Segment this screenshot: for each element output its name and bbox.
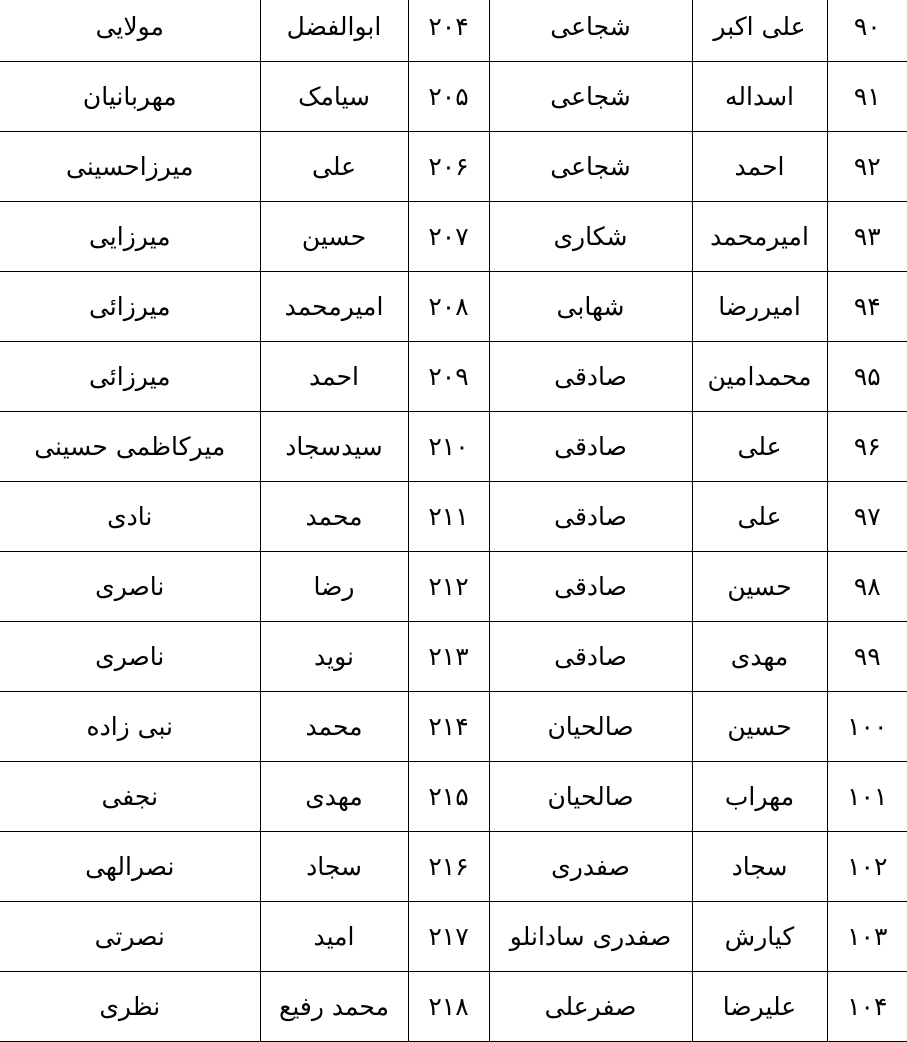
first-name-cell: رضا (260, 552, 408, 622)
table-row (0, 482, 907, 552)
first-name-cell: سیدسجاد (260, 412, 408, 482)
last-name-cell: صادقی (489, 482, 692, 552)
first-name-cell: امیرمحمد (692, 202, 827, 272)
last-name-cell: نبی زاده (0, 692, 260, 762)
last-name-cell: میرکاظمی حسینی (0, 412, 260, 482)
last-name-cell: شکاری (489, 202, 692, 272)
row-number-cell: ۲۰۸ (408, 272, 489, 342)
row-number-cell: ۹۷ (827, 482, 907, 552)
first-name-cell: مهدی (260, 762, 408, 832)
first-name-cell: احمد (260, 342, 408, 412)
row-number-cell: ۲۱۷ (408, 902, 489, 972)
first-name-cell: احمد (692, 132, 827, 202)
last-name-cell: میرزایی (0, 202, 260, 272)
first-name-cell: محمد (260, 692, 408, 762)
table-row (0, 762, 907, 832)
table-row (0, 342, 907, 412)
last-name-cell: نجفی (0, 762, 260, 832)
row-number-cell: ۲۰۹ (408, 342, 489, 412)
first-name-cell: علیرضا (692, 972, 827, 1042)
last-name-cell: ناصری (0, 622, 260, 692)
first-name-cell: امیررضا (692, 272, 827, 342)
row-number-cell: ۹۲ (827, 132, 907, 202)
row-number-cell: ۹۱ (827, 62, 907, 132)
row-number-cell: ۹۴ (827, 272, 907, 342)
last-name-cell: صادقی (489, 622, 692, 692)
last-name-cell: نصرتی (0, 902, 260, 972)
row-number-cell: ۱۰۴ (827, 972, 907, 1042)
row-number-cell: ۱۰۲ (827, 832, 907, 902)
last-name-cell: شجاعی (489, 62, 692, 132)
row-number-cell: ۱۰۳ (827, 902, 907, 972)
first-name-cell: سجاد (692, 832, 827, 902)
first-name-cell: حسین (260, 202, 408, 272)
last-name-cell: صفرعلی (489, 972, 692, 1042)
last-name-cell: صالحیان (489, 762, 692, 832)
row-number-cell: ۲۱۰ (408, 412, 489, 482)
row-number-cell: ۲۱۴ (408, 692, 489, 762)
last-name-cell: صادقی (489, 412, 692, 482)
first-name-cell: علی (692, 412, 827, 482)
last-name-cell: صالحیان (489, 692, 692, 762)
first-name-cell: مهدی (692, 622, 827, 692)
first-name-cell: محمد رفیع (260, 972, 408, 1042)
row-number-cell: ۹۶ (827, 412, 907, 482)
first-name-cell: ابوالفضل (260, 0, 408, 62)
table-row (0, 832, 907, 902)
row-number-cell: ۹۳ (827, 202, 907, 272)
row-number-cell: ۱۰۱ (827, 762, 907, 832)
table-row (0, 272, 907, 342)
first-name-cell: امید (260, 902, 408, 972)
first-name-cell: علی اکبر (692, 0, 827, 62)
last-name-cell: صفدری (489, 832, 692, 902)
table-row (0, 622, 907, 692)
first-name-cell: علی (260, 132, 408, 202)
table-row (0, 552, 907, 622)
first-name-cell: اسداله (692, 62, 827, 132)
first-name-cell: سجاد (260, 832, 408, 902)
table-row (0, 902, 907, 972)
last-name-cell: میرزاحسینی (0, 132, 260, 202)
row-number-cell: ۱۰۰ (827, 692, 907, 762)
last-name-cell: صفدری سادانلو (489, 902, 692, 972)
row-number-cell: ۲۰۴ (408, 0, 489, 62)
row-number-cell: ۹۹ (827, 622, 907, 692)
table-row (0, 132, 907, 202)
first-name-cell: محمد (260, 482, 408, 552)
table-row (0, 202, 907, 272)
row-number-cell: ۹۰ (827, 0, 907, 62)
first-name-cell: نوید (260, 622, 408, 692)
first-name-cell: محمدامین (692, 342, 827, 412)
table-row (0, 0, 907, 62)
row-number-cell: ۲۰۷ (408, 202, 489, 272)
table-row (0, 62, 907, 132)
last-name-cell: شهابی (489, 272, 692, 342)
first-name-cell: سیامک (260, 62, 408, 132)
first-name-cell: مهراب (692, 762, 827, 832)
last-name-cell: نظری (0, 972, 260, 1042)
last-name-cell: میرزائی (0, 272, 260, 342)
row-number-cell: ۲۱۲ (408, 552, 489, 622)
row-number-cell: ۲۱۸ (408, 972, 489, 1042)
last-name-cell: شجاعی (489, 0, 692, 62)
table-row (0, 972, 907, 1042)
last-name-cell: مهربانیان (0, 62, 260, 132)
row-number-cell: ۹۸ (827, 552, 907, 622)
table-row (0, 692, 907, 762)
first-name-cell: امیرمحمد (260, 272, 408, 342)
row-number-cell: ۲۱۵ (408, 762, 489, 832)
last-name-cell: نادی (0, 482, 260, 552)
first-name-cell: حسین (692, 552, 827, 622)
row-number-cell: ۲۱۶ (408, 832, 489, 902)
row-number-cell: ۲۰۵ (408, 62, 489, 132)
last-name-cell: صادقی (489, 342, 692, 412)
first-name-cell: حسین (692, 692, 827, 762)
table-row (0, 412, 907, 482)
first-name-cell: کیارش (692, 902, 827, 972)
last-name-cell: شجاعی (489, 132, 692, 202)
last-name-cell: صادقی (489, 552, 692, 622)
last-name-cell: نصرالهی (0, 832, 260, 902)
last-name-cell: مولایی (0, 0, 260, 62)
row-number-cell: ۲۱۱ (408, 482, 489, 552)
row-number-cell: ۲۱۳ (408, 622, 489, 692)
last-name-cell: میرزائی (0, 342, 260, 412)
row-number-cell: ۲۰۶ (408, 132, 489, 202)
last-name-cell: ناصری (0, 552, 260, 622)
first-name-cell: علی (692, 482, 827, 552)
row-number-cell: ۹۵ (827, 342, 907, 412)
